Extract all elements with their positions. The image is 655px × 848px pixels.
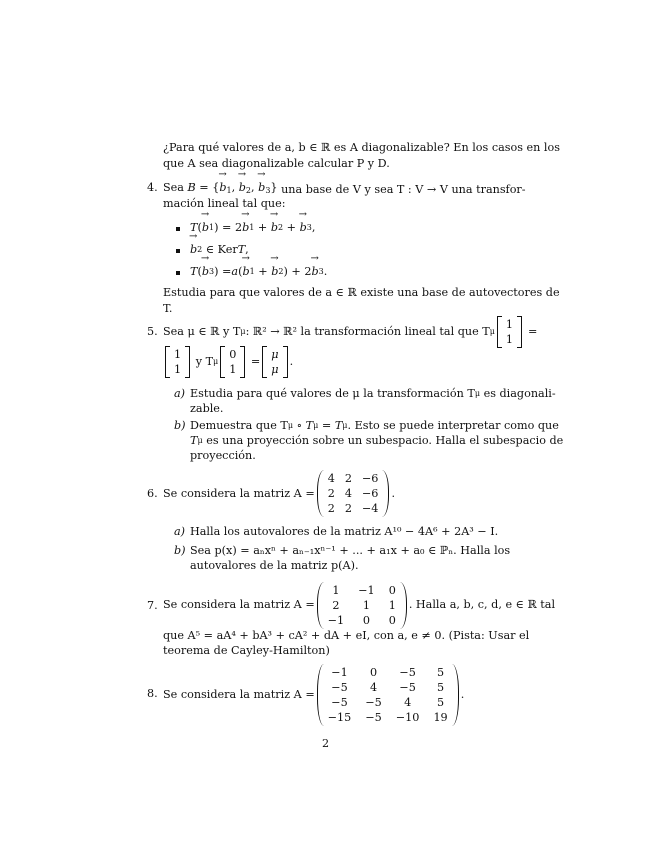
problem-5-lead: Sea μ ∈ ℝ y T — [163, 325, 241, 339]
matrix-8-cell: 4 — [404, 696, 412, 709]
matrix-6-cell: 2 — [344, 472, 352, 485]
matrix-7-cell: 1 — [388, 598, 396, 612]
vector-e2-1: 0 — [229, 348, 237, 361]
problem-5-b-line-2: T μ es una proyección sobre un subespacio. Halla el subespacio de — [190, 434, 564, 447]
matrix-6-cell: 4 — [327, 472, 335, 485]
matrix-6-cell: 2 — [327, 502, 335, 515]
matrix-8-cell: 19 — [433, 711, 448, 724]
problem-6-b-label: b) — [174, 544, 186, 557]
vector-e1-1: 1 — [505, 318, 514, 331]
vector-e2-image-1: μ — [271, 348, 279, 361]
matrix-8-cell: −5 — [365, 696, 382, 709]
problem-5-a-line-1: Estudia para qué valores de μ la transformación T μ es diagonali- — [190, 387, 556, 400]
matrix-8-cell: 0 — [370, 666, 378, 679]
matrix-8-cell: −5 — [399, 666, 416, 679]
page-number: 2 — [322, 737, 330, 750]
matrix-7-cell: −1 — [358, 583, 375, 597]
problem-6-a-text: Halla los autovalores de la matriz A¹⁰ − 4A⁶ + 2A³ − I. — [190, 525, 499, 538]
matrix-7 — [317, 582, 407, 629]
intro-line-1: ¿Para qué valores de a, b ∈ ℝ es A diagonalizable? En los casos en los — [163, 141, 560, 154]
vector-e1 — [497, 316, 522, 348]
problem-4-closing-2: T. — [163, 301, 173, 315]
matrix-6-cell: −6 — [361, 472, 379, 485]
problem-4-closing — [163, 285, 560, 316]
problem-4-line-2: mación lineal tal que: — [163, 197, 286, 210]
problem-4-closing-1: Estudia para que valores de a ∈ ℝ existe una base de autovectores de — [163, 286, 560, 299]
problem-5-a-text: Estudia para qué valores de μ la transformación T — [190, 387, 475, 400]
matrix-6-cell: 2 — [344, 502, 352, 515]
bullet-3-icon — [176, 271, 180, 275]
intro-paragraph — [163, 140, 560, 171]
vector-e1-image-1: 1 — [174, 348, 182, 361]
matrix-6 — [317, 470, 390, 517]
problem-8-line-1: Se considera la matriz A = −1 0 −5 5 −5 4 −5 5 −5 −5 4 5 −15 −5 −10 19 . — [163, 666, 465, 724]
problem-5-number: 5. — [147, 325, 158, 338]
vector-e1-2: 1 — [505, 333, 514, 346]
matrix-6-cell: −4 — [361, 502, 379, 515]
problem-7-line-1 — [163, 580, 555, 630]
problem-4-basis: Sea B = {→ $b_1$, → $b_2$, → $b_3$} — [163, 180, 281, 199]
problem-5-conj: y T — [195, 355, 214, 369]
matrix-8 — [317, 664, 459, 726]
problem-8-lead: Se considera la matriz A = — [163, 688, 315, 702]
matrix-6-cell: 4 — [344, 487, 352, 500]
problem-5-a-label: a) — [174, 387, 186, 400]
problem-5-a-text-end: es diagonali- — [483, 387, 556, 400]
vector-e2-image-2: μ — [271, 363, 279, 376]
matrix-8-cell: −15 — [327, 711, 352, 724]
problem-5-b-line-1: Demuestra que T μ ∘ T μ = T μ . Esto se puede interpretar como que — [190, 419, 559, 432]
matrix-7-cell: 2 — [332, 598, 340, 612]
problem-5-b-label: b) — [174, 419, 186, 432]
matrix-8-cell: 5 — [437, 681, 445, 694]
problem-5-b-text-end: . Esto se puede interpretar como que — [347, 419, 559, 432]
problem-7-line-3: teorema de Cayley-Hamilton) — [163, 644, 330, 657]
vector-e1-image-2: 1 — [174, 363, 182, 376]
matrix-7-cell: 0 — [362, 613, 370, 627]
problem-4-statement: una base de V y sea T : V → V una transfor- — [281, 182, 526, 196]
problem-5-b-text-2: es una proyección sobre un subespacio. Halla el subespacio de — [206, 434, 564, 447]
problem-6-b-line-2: autovalores de la matriz p(A). — [190, 559, 359, 572]
problem-6-lead: Se considera la matriz A = — [163, 486, 315, 500]
vector-e2-image — [262, 346, 287, 378]
matrix-7-cell: 0 — [388, 613, 396, 627]
problem-6-number: 6. — [147, 487, 158, 500]
vector-e2-2: 1 — [229, 363, 237, 376]
vector-e2 — [220, 346, 245, 378]
matrix-8-cell: 4 — [370, 681, 378, 694]
problem-5-b-line-3: proyección. — [190, 449, 256, 462]
matrix-7-cell: 1 — [362, 598, 370, 612]
intro-line-2: que A sea diagonalizable calcular P y D. — [163, 156, 390, 170]
problem-8-number: 8. — [147, 687, 158, 700]
matrix-8-cell: −10 — [395, 711, 420, 724]
problem-6-line-1: Se considera la matriz A = 4 2 −6 2 4 −6 2 2 −4 . — [163, 472, 395, 515]
problem-4-bullet-3: T ( → b 3 ) = a ( → b 1 + → b 2 ) + 2 → b 3 . — [190, 264, 327, 280]
vector-e1-image — [165, 346, 190, 378]
bullet-1-icon — [176, 227, 180, 231]
matrix-7-cell: −1 — [327, 613, 345, 627]
matrix-8-cell: 5 — [437, 666, 445, 679]
problem-4-bullet-1: T ( → b 1 ) = 2 → b 1 + → b 2 + → b 3 , — [190, 220, 315, 236]
bullet-2-icon — [176, 249, 180, 253]
problem-5-mid: : ℝ² → ℝ² la transformación lineal tal que T — [245, 325, 490, 339]
problem-5-line-1: Sea μ ∈ ℝ y T μ : ℝ² → ℝ² la transformación lineal tal que T μ 1 1 = — [163, 318, 538, 346]
problem-6-b-line-1: Sea p(x) = aₙxⁿ + aₙ₋₁xⁿ⁻¹ + ... + a₁x + a₀ ∈ ℙₙ. Halla los — [190, 544, 511, 557]
matrix-8-cell: −5 — [331, 696, 348, 709]
problem-4-number: 4. — [147, 181, 158, 194]
matrix-7-cell: 0 — [388, 583, 396, 597]
problem-7-line-2: que A⁵ = aA⁴ + bA³ + cA² + dA + eI, con a, e ≠ 0. (Pista: Usar el — [163, 629, 530, 642]
matrix-8-cell: −5 — [399, 681, 416, 694]
matrix-6-cell: 2 — [327, 487, 335, 500]
problem-6-a-label: a) — [174, 525, 186, 538]
matrix-8-cell: −5 — [331, 681, 348, 694]
matrix-6-cell: −6 — [361, 487, 379, 500]
problem-5-a-line-2: zable. — [190, 402, 224, 415]
matrix-7-cell: 1 — [332, 583, 340, 597]
problem-5-line-2: 1 1 y T μ 0 1 = μ μ . — [163, 346, 293, 378]
problem-7-after: . Halla a, b, c, d, e ∈ ℝ tal — [408, 598, 556, 612]
problem-4-bullet-2: → b 2 ∈ Ker T , — [190, 242, 249, 258]
matrix-8-cell: −1 — [331, 666, 348, 679]
problem-7-lead: Se considera la matriz A = — [163, 598, 315, 612]
problem-7-number: 7. — [147, 599, 158, 612]
matrix-8-cell: 5 — [437, 696, 445, 709]
problem-5-b-text: Demuestra que T — [190, 419, 288, 432]
matrix-8-cell: −5 — [365, 711, 382, 724]
